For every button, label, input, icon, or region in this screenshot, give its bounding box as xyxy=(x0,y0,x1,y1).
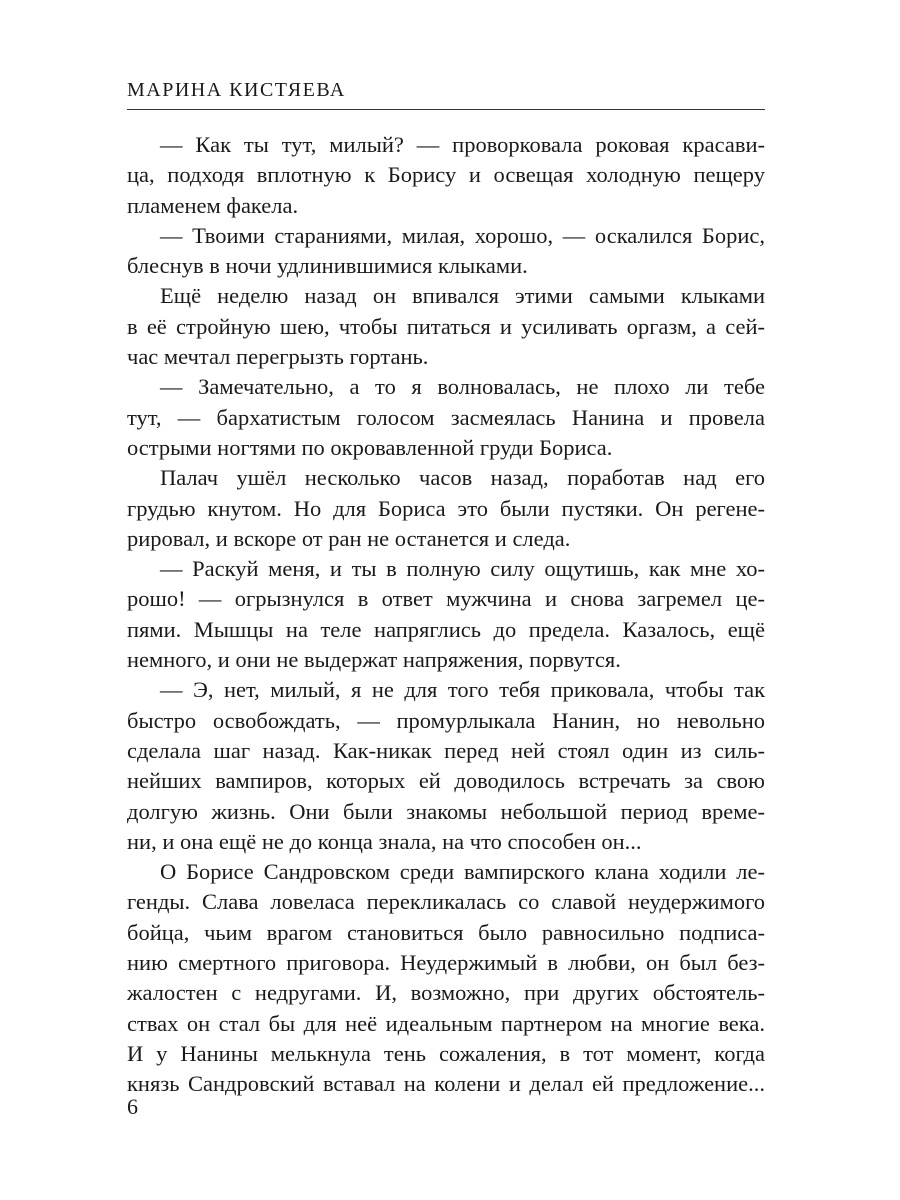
text-line: — Э, нет, милый, я не для того тебя приковала, чтобы так xyxy=(160,677,765,703)
text-line: генды. Слава ловеласа перекликалась со славой неудержимого xyxy=(127,889,765,915)
text-line: немного, и они не выдержат напряжения, порвутся. xyxy=(127,647,621,673)
text-line: сделала шаг назад. Как-никак перед ней стоял один из силь- xyxy=(127,737,765,763)
text-line: И у Нанины мелькнула тень сожаления, в тот момент, когда xyxy=(127,1040,765,1066)
header-rule xyxy=(127,109,765,110)
text-line: ствах он стал бы для неё идеальным партнером на многие века. xyxy=(127,1010,765,1036)
text-line: пламенем факела. xyxy=(127,192,299,218)
text-line: пями. Мышцы на теле напряглись до предела. Казалось, ещё xyxy=(127,616,765,642)
page-number: 6 xyxy=(127,1094,138,1119)
text-line: О Борисе Сандровском среди вампирского клана ходили ле- xyxy=(160,859,765,885)
text-line: нейших вампиров, которых ей доводилось встречать за свою xyxy=(127,768,765,794)
text-line: Ещё неделю назад он впивался этими самыми клыками xyxy=(160,283,765,309)
text-line: нию смертного приговора. Неудержимый в любви, он был без- xyxy=(127,950,765,976)
text-line: Палач ушёл несколько часов назад, поработав над его xyxy=(160,465,765,491)
running-head-author: МАРИНА КИСТЯЕВА xyxy=(127,79,346,101)
body-text xyxy=(127,130,765,1100)
text-line: тут, — бархатистым голосом засмеялась Нанина и провела xyxy=(127,404,765,430)
text-line: ни, и она ещё не до конца знала, на что способен он... xyxy=(127,828,642,854)
text-line: быстро освобождать, — промурлыкала Нанин, но невольно xyxy=(127,707,765,733)
text-line: в её стройную шею, чтобы питаться и усиливать оргазм, а сей- xyxy=(127,313,765,339)
text-line: ца, подходя вплотную к Борису и освещая холодную пещеру xyxy=(127,162,765,188)
text-line: острыми ногтями по окровавленной груди Бориса. xyxy=(127,434,613,460)
text-line: князь Сандровский вставал на колени и делал ей предложение... xyxy=(127,1071,765,1097)
text-line: рировал, и вскоре от ран не останется и следа. xyxy=(127,525,571,551)
text-line: — Раскуй меня, и ты в полную силу ощутишь, как мне хо- xyxy=(160,556,765,582)
text-line: час мечтал перегрызть гортань. xyxy=(127,344,429,370)
text-line: блеснув в ночи удлинившимися клыками. xyxy=(127,253,528,279)
text-line: бойца, чьим врагом становиться было равносильно подписа- xyxy=(127,919,765,945)
text-line: долгую жизнь. Они были знакомы небольшой период време- xyxy=(127,798,765,824)
text-line: — Твоими стараниями, милая, хорошо, — оскалился Борис, xyxy=(160,222,765,248)
text-line: — Как ты тут, милый? — проворковала роковая красави- xyxy=(160,132,765,157)
text-line: — Замечательно, а то я волновалась, не плохо ли тебе xyxy=(160,374,765,400)
text-line: жалостен с недругами. И, возможно, при других обстоятель- xyxy=(127,980,765,1006)
text-line: грудью кнутом. Но для Бориса это были пустяки. Он регене- xyxy=(127,495,765,521)
text-line: рошо! — огрызнулся в ответ мужчина и снова загремел це- xyxy=(127,586,765,612)
